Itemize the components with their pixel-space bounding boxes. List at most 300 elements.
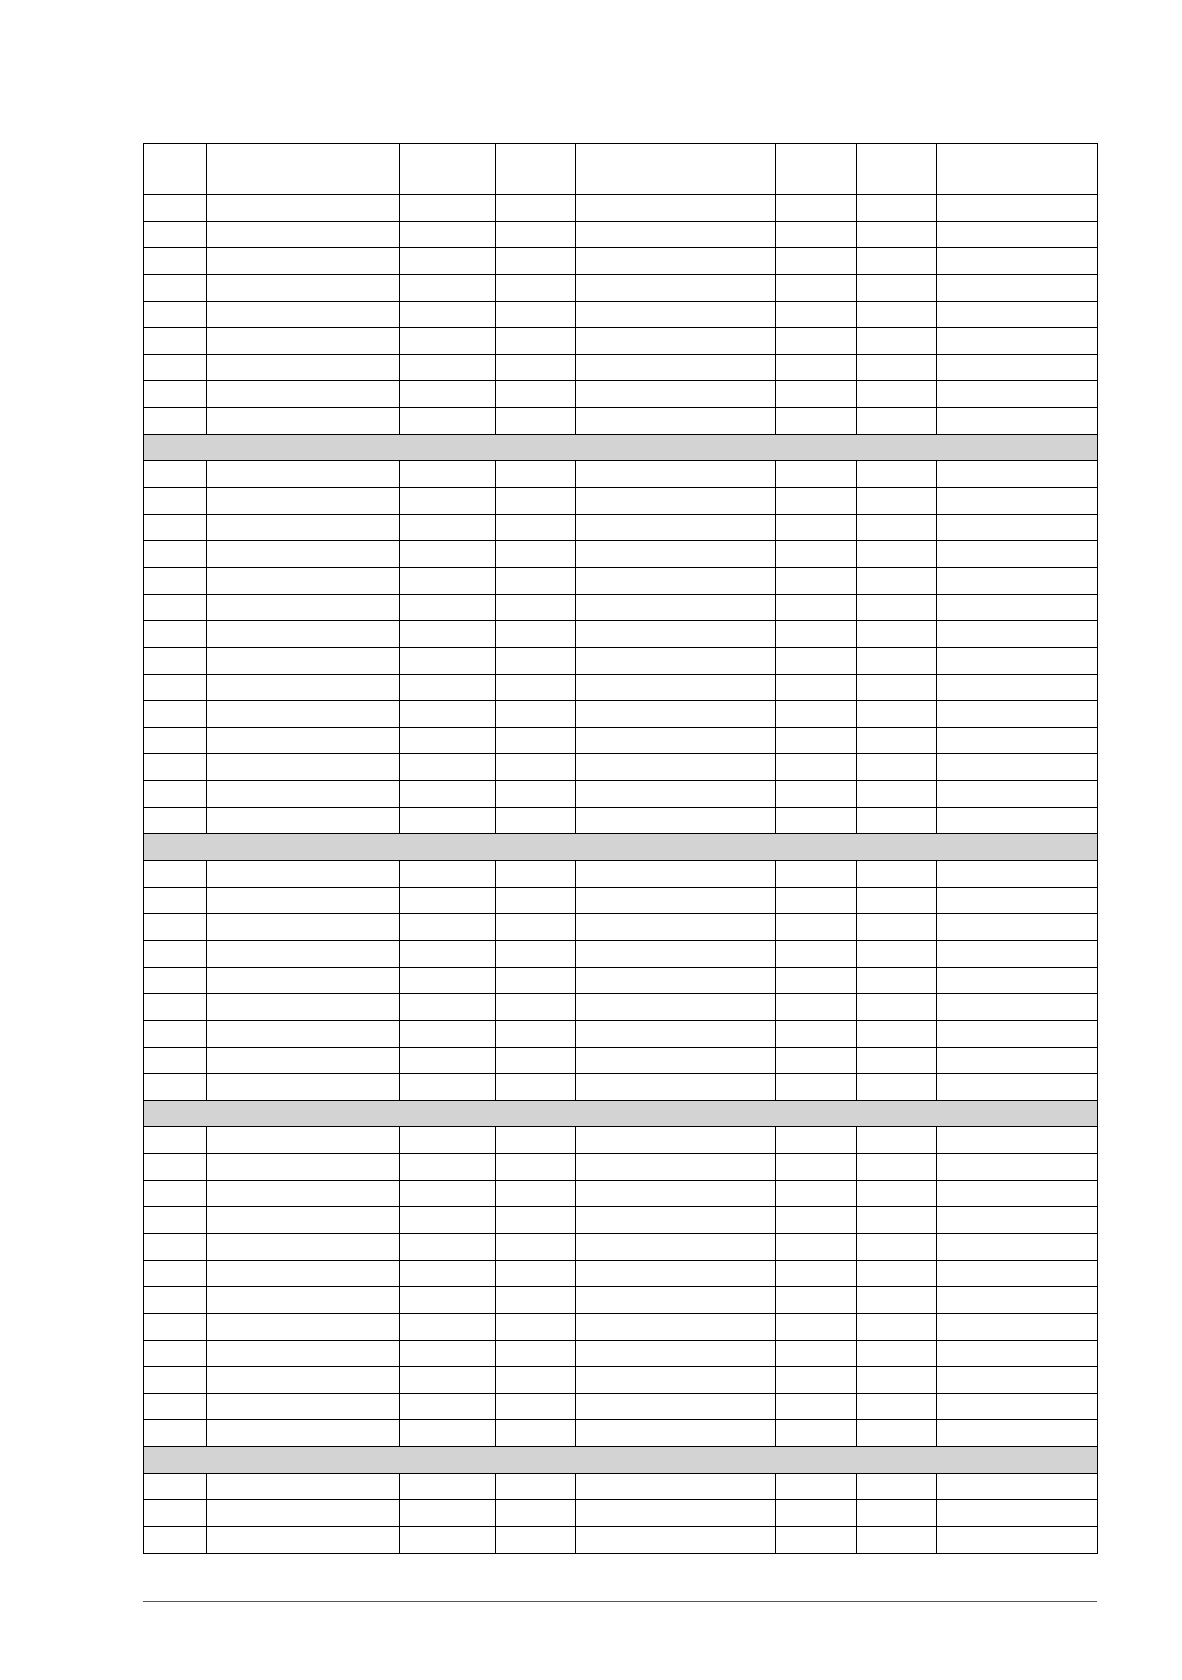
- table-row: [144, 248, 1098, 275]
- table-cell: [937, 1527, 1098, 1554]
- table-cell: [207, 647, 400, 674]
- table-cell: [576, 994, 776, 1021]
- table-cell: [857, 914, 937, 941]
- table-cell: [400, 248, 496, 275]
- table-cell: [576, 461, 776, 488]
- table-row: [144, 301, 1098, 328]
- table-cell: [496, 195, 576, 222]
- table-cell: [207, 1207, 400, 1234]
- table-cell: [576, 1154, 776, 1181]
- table-cell: [400, 994, 496, 1021]
- table-cell: [576, 861, 776, 888]
- table-row: [144, 674, 1098, 701]
- table-cell: [496, 940, 576, 967]
- table-cell: [857, 408, 937, 435]
- table-cell: [400, 1154, 496, 1181]
- table-cell: [144, 701, 207, 728]
- table-cell: [857, 1047, 937, 1074]
- table-cell: [496, 1233, 576, 1260]
- table-cell: [207, 887, 400, 914]
- table-cell: [207, 1367, 400, 1394]
- table-cell: [857, 274, 937, 301]
- table-cell: [576, 674, 776, 701]
- column-header-cell: [496, 144, 576, 195]
- table-cell: [496, 461, 576, 488]
- section-divider-cell: [144, 1100, 1098, 1127]
- table-cell: [144, 221, 207, 248]
- table-cell: [937, 514, 1098, 541]
- table-cell: [937, 381, 1098, 408]
- table-cell: [857, 248, 937, 275]
- table-cell: [400, 1233, 496, 1260]
- table-cell: [937, 647, 1098, 674]
- table-cell: [207, 1074, 400, 1101]
- table-cell: [776, 861, 857, 888]
- table-cell: [937, 1154, 1098, 1181]
- table-cell: [496, 408, 576, 435]
- table-cell: [496, 567, 576, 594]
- table-cell: [576, 1020, 776, 1047]
- table-cell: [776, 1313, 857, 1340]
- table-cell: [144, 1260, 207, 1287]
- table-cell: [576, 1207, 776, 1234]
- blank-form-table: [143, 143, 1098, 1554]
- section-divider-cell: [144, 434, 1098, 461]
- table-cell: [207, 754, 400, 781]
- table-cell: [400, 914, 496, 941]
- table-cell: [496, 1260, 576, 1287]
- table-cell: [496, 701, 576, 728]
- table-row: [144, 1207, 1098, 1234]
- table-cell: [144, 940, 207, 967]
- table-cell: [144, 1127, 207, 1154]
- table-cell: [207, 621, 400, 648]
- table-cell: [207, 1260, 400, 1287]
- table-cell: [857, 861, 937, 888]
- table-cell: [857, 1154, 937, 1181]
- table-cell: [400, 647, 496, 674]
- table-cell: [207, 514, 400, 541]
- table-cell: [937, 354, 1098, 381]
- table-cell: [776, 461, 857, 488]
- table-cell: [144, 248, 207, 275]
- column-header-cell: [207, 144, 400, 195]
- table-cell: [400, 674, 496, 701]
- table-cell: [207, 328, 400, 355]
- table-cell: [576, 408, 776, 435]
- table-cell: [400, 594, 496, 621]
- table-cell: [857, 488, 937, 515]
- table-cell: [576, 727, 776, 754]
- table-cell: [776, 381, 857, 408]
- table-cell: [937, 781, 1098, 808]
- table-cell: [576, 754, 776, 781]
- table-cell: [937, 1420, 1098, 1447]
- table-cell: [857, 1420, 937, 1447]
- table-cell: [937, 1313, 1098, 1340]
- table-cell: [857, 567, 937, 594]
- table-cell: [144, 754, 207, 781]
- table-cell: [400, 567, 496, 594]
- table-cell: [207, 274, 400, 301]
- table-cell: [400, 887, 496, 914]
- table-row: [144, 488, 1098, 515]
- table-cell: [776, 1420, 857, 1447]
- table-cell: [857, 621, 937, 648]
- table-cell: [776, 754, 857, 781]
- table-cell: [776, 727, 857, 754]
- table-cell: [144, 1154, 207, 1181]
- table-cell: [144, 514, 207, 541]
- table-cell: [400, 781, 496, 808]
- table-cell: [400, 514, 496, 541]
- table-cell: [496, 1127, 576, 1154]
- table-cell: [576, 1367, 776, 1394]
- table-row: [144, 567, 1098, 594]
- table-cell: [207, 488, 400, 515]
- table-cell: [937, 940, 1098, 967]
- table-cell: [496, 1180, 576, 1207]
- table-cell: [576, 514, 776, 541]
- table-cell: [144, 1287, 207, 1314]
- table-cell: [496, 994, 576, 1021]
- table-row: [144, 408, 1098, 435]
- table-cell: [400, 354, 496, 381]
- table-row: [144, 914, 1098, 941]
- table-cell: [857, 647, 937, 674]
- table-cell: [207, 1180, 400, 1207]
- table-cell: [496, 1473, 576, 1500]
- table-cell: [857, 967, 937, 994]
- table-cell: [776, 221, 857, 248]
- table-cell: [207, 807, 400, 834]
- table-cell: [496, 381, 576, 408]
- table-cell: [207, 408, 400, 435]
- table-cell: [937, 1180, 1098, 1207]
- table-cell: [776, 274, 857, 301]
- table-row: [144, 1473, 1098, 1500]
- table-cell: [776, 1047, 857, 1074]
- table-cell: [776, 488, 857, 515]
- table-cell: [400, 1207, 496, 1234]
- table-cell: [207, 541, 400, 568]
- section-divider-cell: [144, 1447, 1098, 1474]
- table-row: [144, 1074, 1098, 1101]
- table-cell: [144, 1527, 207, 1554]
- table-cell: [496, 1154, 576, 1181]
- table-cell: [937, 1047, 1098, 1074]
- table-cell: [144, 1420, 207, 1447]
- table-cell: [400, 328, 496, 355]
- table-cell: [496, 887, 576, 914]
- table-cell: [576, 1527, 776, 1554]
- table-cell: [207, 195, 400, 222]
- table-cell: [776, 301, 857, 328]
- table-cell: [776, 1233, 857, 1260]
- table-cell: [576, 541, 776, 568]
- table-cell: [496, 781, 576, 808]
- table-cell: [937, 861, 1098, 888]
- table-cell: [857, 514, 937, 541]
- table-cell: [144, 408, 207, 435]
- table-row: [144, 1313, 1098, 1340]
- table-cell: [857, 328, 937, 355]
- table-cell: [400, 1074, 496, 1101]
- table-cell: [144, 301, 207, 328]
- table-cell: [144, 274, 207, 301]
- table-cell: [144, 541, 207, 568]
- table-cell: [937, 488, 1098, 515]
- table-cell: [937, 195, 1098, 222]
- table-cell: [937, 567, 1098, 594]
- table-cell: [576, 1340, 776, 1367]
- table-row: [144, 1500, 1098, 1527]
- table-cell: [400, 541, 496, 568]
- table-cell: [937, 1287, 1098, 1314]
- table-cell: [144, 1047, 207, 1074]
- table-cell: [144, 621, 207, 648]
- table-cell: [857, 1020, 937, 1047]
- table-row: [144, 1154, 1098, 1181]
- table-cell: [937, 1260, 1098, 1287]
- table-cell: [207, 727, 400, 754]
- table-cell: [857, 1207, 937, 1234]
- table-cell: [144, 488, 207, 515]
- table-cell: [776, 674, 857, 701]
- table-cell: [400, 1527, 496, 1554]
- table-row: [144, 1233, 1098, 1260]
- table-cell: [144, 1233, 207, 1260]
- table-cell: [207, 994, 400, 1021]
- table-row: [144, 381, 1098, 408]
- table-cell: [400, 727, 496, 754]
- table-cell: [496, 861, 576, 888]
- table-cell: [776, 594, 857, 621]
- table-row: [144, 195, 1098, 222]
- table-cell: [776, 621, 857, 648]
- table-cell: [496, 1020, 576, 1047]
- table-cell: [576, 274, 776, 301]
- table-cell: [937, 1473, 1098, 1500]
- table-cell: [207, 1500, 400, 1527]
- table-cell: [496, 754, 576, 781]
- table-cell: [400, 195, 496, 222]
- table-cell: [144, 994, 207, 1021]
- table-cell: [496, 621, 576, 648]
- table-cell: [400, 1127, 496, 1154]
- table-cell: [144, 1473, 207, 1500]
- table-cell: [937, 727, 1098, 754]
- table-cell: [207, 1527, 400, 1554]
- table-cell: [857, 221, 937, 248]
- table-row: [144, 1020, 1098, 1047]
- table-row: [144, 807, 1098, 834]
- table-row: [144, 1527, 1098, 1554]
- table-cell: [207, 1420, 400, 1447]
- table-cell: [776, 1020, 857, 1047]
- table-cell: [400, 488, 496, 515]
- table-cell: [857, 1180, 937, 1207]
- table-cell: [144, 328, 207, 355]
- table-cell: [576, 940, 776, 967]
- table-cell: [144, 461, 207, 488]
- table-row: [144, 1420, 1098, 1447]
- table-row: [144, 328, 1098, 355]
- table-cell: [776, 1527, 857, 1554]
- table-cell: [937, 1393, 1098, 1420]
- table-cell: [496, 488, 576, 515]
- table-cell: [144, 195, 207, 222]
- table-cell: [857, 781, 937, 808]
- table-cell: [144, 887, 207, 914]
- table-cell: [207, 1047, 400, 1074]
- table-cell: [576, 488, 776, 515]
- table-cell: [144, 914, 207, 941]
- table-cell: [776, 701, 857, 728]
- table-cell: [937, 807, 1098, 834]
- table-cell: [144, 1207, 207, 1234]
- table-cell: [576, 701, 776, 728]
- table-cell: [400, 1287, 496, 1314]
- table-cell: [400, 861, 496, 888]
- table-cell: [857, 1393, 937, 1420]
- table-cell: [937, 594, 1098, 621]
- table-cell: [576, 967, 776, 994]
- table-cell: [207, 221, 400, 248]
- table-cell: [496, 1500, 576, 1527]
- table-cell: [496, 594, 576, 621]
- table-cell: [207, 1127, 400, 1154]
- table-cell: [400, 967, 496, 994]
- table-cell: [937, 1020, 1098, 1047]
- table-cell: [496, 274, 576, 301]
- table-cell: [576, 1313, 776, 1340]
- table-cell: [576, 647, 776, 674]
- table-cell: [144, 967, 207, 994]
- table-cell: [857, 1287, 937, 1314]
- table-cell: [400, 1180, 496, 1207]
- table-cell: [776, 248, 857, 275]
- table-cell: [937, 1500, 1098, 1527]
- table-body: [144, 144, 1098, 1554]
- table-cell: [496, 967, 576, 994]
- table-cell: [937, 674, 1098, 701]
- footer-rule: [143, 1601, 1097, 1602]
- table-cell: [207, 461, 400, 488]
- table-cell: [496, 1207, 576, 1234]
- table-cell: [496, 674, 576, 701]
- table-row: [144, 1260, 1098, 1287]
- table-cell: [576, 1180, 776, 1207]
- table-cell: [400, 461, 496, 488]
- table-row: [144, 967, 1098, 994]
- table-cell: [857, 354, 937, 381]
- table-row: [144, 647, 1098, 674]
- table-cell: [576, 1473, 776, 1500]
- table-cell: [207, 1287, 400, 1314]
- table-cell: [857, 1473, 937, 1500]
- table-cell: [576, 354, 776, 381]
- table-row: [144, 221, 1098, 248]
- column-header-cell: [937, 144, 1098, 195]
- table-cell: [400, 381, 496, 408]
- table-cell: [400, 1420, 496, 1447]
- table-cell: [857, 701, 937, 728]
- column-header-cell: [400, 144, 496, 195]
- table-cell: [857, 1260, 937, 1287]
- table-cell: [857, 195, 937, 222]
- table-cell: [937, 408, 1098, 435]
- table-row: [144, 514, 1098, 541]
- table-cell: [400, 1313, 496, 1340]
- table-cell: [776, 541, 857, 568]
- table-cell: [207, 674, 400, 701]
- table-cell: [776, 1180, 857, 1207]
- table-cell: [576, 221, 776, 248]
- table-cell: [576, 1047, 776, 1074]
- table-row: [144, 861, 1098, 888]
- table-cell: [144, 674, 207, 701]
- table-row: [144, 354, 1098, 381]
- table-row: [144, 1047, 1098, 1074]
- table-cell: [496, 807, 576, 834]
- table-cell: [776, 408, 857, 435]
- table-cell: [144, 781, 207, 808]
- table-cell: [496, 221, 576, 248]
- header-row: [144, 144, 1098, 195]
- table-cell: [576, 781, 776, 808]
- table-row: [144, 1287, 1098, 1314]
- column-header-cell: [144, 144, 207, 195]
- table-cell: [144, 1340, 207, 1367]
- table-cell: [776, 967, 857, 994]
- table-cell: [207, 914, 400, 941]
- table-cell: [144, 1367, 207, 1394]
- table-row: [144, 541, 1098, 568]
- table-cell: [496, 1287, 576, 1314]
- table-cell: [937, 701, 1098, 728]
- table-cell: [937, 1207, 1098, 1234]
- section-divider-row: [144, 1447, 1098, 1474]
- column-header-cell: [776, 144, 857, 195]
- table-cell: [857, 1233, 937, 1260]
- table-cell: [496, 1393, 576, 1420]
- table-cell: [857, 461, 937, 488]
- table-row: [144, 754, 1098, 781]
- table-cell: [144, 727, 207, 754]
- table-cell: [576, 621, 776, 648]
- table-cell: [400, 301, 496, 328]
- table-row: [144, 781, 1098, 808]
- table-cell: [576, 328, 776, 355]
- table-cell: [496, 328, 576, 355]
- table-cell: [776, 647, 857, 674]
- table-cell: [400, 807, 496, 834]
- table-cell: [207, 248, 400, 275]
- column-header-cell: [576, 144, 776, 195]
- table-cell: [576, 1420, 776, 1447]
- table-cell: [776, 807, 857, 834]
- table-cell: [144, 1393, 207, 1420]
- table-cell: [857, 1500, 937, 1527]
- table-cell: [937, 221, 1098, 248]
- table-cell: [937, 994, 1098, 1021]
- table-cell: [207, 354, 400, 381]
- table-cell: [937, 887, 1098, 914]
- table-row: [144, 1393, 1098, 1420]
- table-cell: [776, 354, 857, 381]
- table-cell: [776, 1500, 857, 1527]
